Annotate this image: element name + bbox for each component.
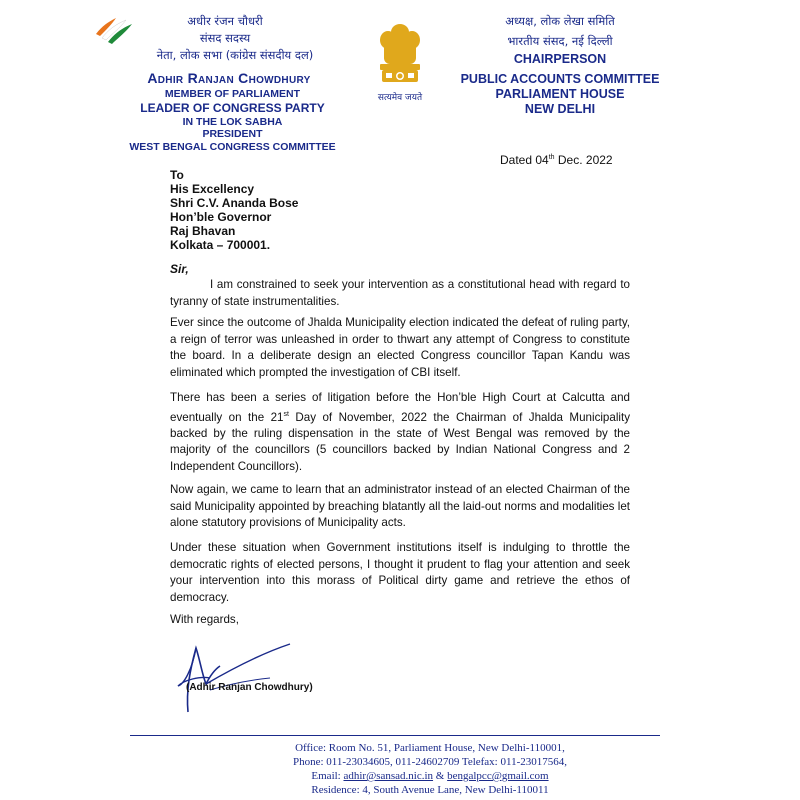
recipient-to: To (170, 168, 184, 182)
signatory-name: (Adhir Ranjan Chowdhury) (186, 682, 313, 693)
footer-phone: Phone: 011-23034605, 011-24602709 Telefax: 011-23017564, (293, 756, 567, 768)
footer-residence: Residence: 4, South Avenue Lane, New Delhi-110011 (311, 784, 549, 796)
sender-line-2: LEADER OF CONGRESS PARTY (140, 101, 325, 115)
hindi-designation: संसद सदस्य (199, 31, 251, 45)
party-flag-logo-icon (92, 12, 134, 46)
footer-office: Office: Room No. 51, Parliament House, New Delhi-110001, (295, 742, 565, 754)
paragraph-4: Now again, we came to learn that an administrator instead of an elected Chairman of the said Municipality appointed by breaching blatantly all the laid-out norms and modalities let alone statutory provisions of Municipality acts. (170, 483, 630, 529)
hindi-name: अधीर रंजन चौधरी (187, 14, 263, 28)
paragraph-3: There has been a series of litigation before the Hon’ble High Court at Calcutta and eventually on the 21st Day of November, 2022 the Chairman of Jhalda Municipality backed by the ruling dispensation in the state of West Bengal was removed by the majority of the councillors (5 councillors backed by Indian National Congress and 2 Independent Councillors). (170, 391, 631, 473)
footer-divider (130, 735, 660, 736)
sender-line-3: IN THE LOK SABHA (182, 116, 283, 128)
recipient-line-3: Hon’ble Governor (170, 210, 272, 224)
sender-line-1: MEMBER OF PARLIAMENT (164, 88, 301, 100)
letter-date: Dated 04th Dec. 2022 (500, 153, 613, 167)
hindi-place: भारतीय संसद, नई दिल्ली (507, 34, 613, 48)
chair-line-4: NEW DELHI (524, 102, 596, 116)
handwritten-signature-icon (170, 640, 320, 720)
recipient-line-4: Raj Bhavan (170, 224, 236, 238)
salutation: Sir, (170, 262, 189, 276)
hindi-title: अध्यक्ष, लोक लेखा समिति (505, 14, 615, 28)
chair-line-3: PARLIAMENT HOUSE (495, 87, 625, 101)
emblem-motto: सत्यमेव जयते (377, 93, 423, 103)
chair-line-2: PUBLIC ACCOUNTS COMMITTEE (460, 72, 660, 86)
hindi-leader: नेता, लोक सभा (कांग्रेस संसदीय दल) (156, 48, 314, 62)
recipient-line-5: Kolkata – 700001. (170, 238, 271, 252)
sender-line-4: PRESIDENT (202, 128, 263, 140)
sender-name: Adhir Ranjan Chowdhury (147, 70, 311, 86)
national-emblem-icon (372, 20, 428, 92)
email-link-1[interactable]: adhir@sansad.nic.in (343, 770, 434, 782)
paragraph-5: Under these situation when Government institutions itself is indulging to throttle the democratic rights of elected persons, I thought it prudent to flag your attention and seek your intervention into this morass of Political dirty game and retrieve the ethos of democracy. (170, 541, 630, 604)
sender-line-5: WEST BENGAL CONGRESS COMMITTEE (129, 141, 336, 153)
recipient-line-1: His Excellency (170, 182, 255, 196)
chair-line-1: CHAIRPERSON (513, 52, 607, 66)
footer-email: Email: adhir@sansad.nic.in & bengalpcc@gmail.com (311, 770, 549, 782)
paragraph-2: Ever since the outcome of Jhalda Municipality election indicated the defeat of ruling party, a reign of terror was unleashed in order to thwart any attempt of Congress to constitute the board. In a deliberate design an elected Congress councillor Tapan Kandu was eliminated which prompted the investigation of CBI itself. (170, 316, 630, 379)
paragraph-1: I am constrained to seek your intervention as a constitutional head with regard to tyranny of state instrumentalities. (170, 278, 630, 308)
email-link-2[interactable]: bengalpcc@gmail.com (447, 770, 549, 782)
closing: With regards, (170, 613, 239, 626)
recipient-line-2: Shri C.V. Ananda Bose (170, 196, 299, 210)
